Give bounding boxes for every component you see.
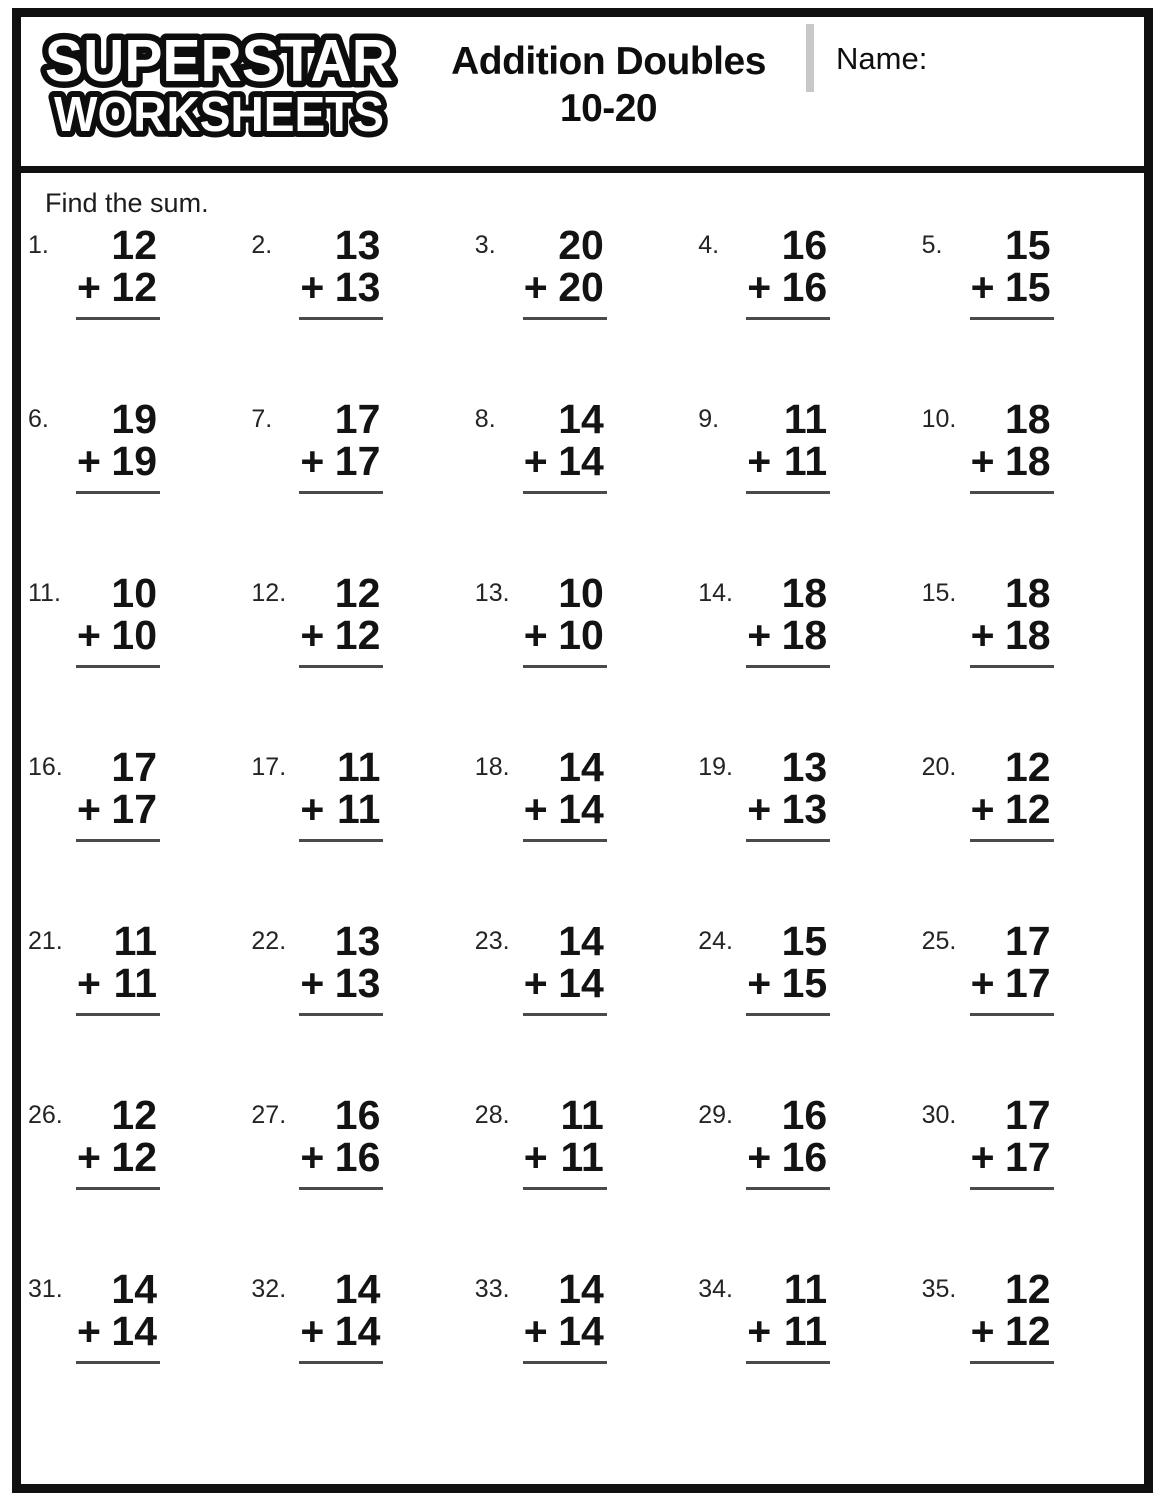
answer-line [523, 1013, 607, 1016]
plus-sign: + [77, 437, 101, 484]
plus-sign: + [300, 611, 325, 658]
problem-number: 24. [698, 926, 733, 955]
answer-line [970, 1361, 1054, 1364]
problem-number: 1. [28, 230, 49, 259]
answer-line [746, 491, 830, 494]
addend-top: 16 [781, 221, 828, 268]
logo-line2-text: WORKSHEETS [54, 88, 384, 142]
addend-top: 12 [111, 1091, 157, 1138]
addend-top: 17 [111, 743, 157, 790]
problem-work [299, 221, 383, 321]
addend-top: 17 [1004, 1091, 1051, 1138]
answer-line [299, 1361, 383, 1364]
answer-line [299, 491, 383, 494]
plus-sign: + [747, 611, 772, 658]
problem-number: 6. [28, 404, 49, 433]
answer-line [299, 665, 383, 668]
addend-top: 10 [111, 569, 157, 616]
worksheet-title [411, 17, 806, 166]
problem [21, 1265, 244, 1443]
problem-number: 35. [921, 1274, 957, 1303]
problem-number: 27. [251, 1100, 287, 1129]
plus-sign: + [970, 1133, 995, 1180]
problem-work [523, 917, 607, 1017]
problem-work [523, 743, 607, 843]
addend-bottom: 16 [781, 263, 828, 310]
plus-sign: + [747, 437, 772, 484]
problem-number: 25. [921, 926, 957, 955]
addend-bottom: 15 [781, 959, 828, 1006]
plus-sign: + [523, 1133, 548, 1180]
addend-top: 13 [334, 221, 381, 268]
addend-top: 14 [558, 395, 604, 442]
answer-line [970, 665, 1054, 668]
addend-bottom: 16 [781, 1133, 828, 1180]
plus-sign: + [77, 1133, 101, 1180]
answer-line [523, 665, 607, 668]
answer-line [523, 839, 607, 842]
problem [468, 221, 691, 399]
problem [21, 743, 244, 921]
problem-work [523, 395, 607, 495]
problem-number: 7. [251, 404, 273, 433]
problem-work [76, 395, 160, 495]
answer-line [76, 839, 160, 842]
addend-bottom: 13 [334, 263, 381, 310]
problem-number: 28. [474, 1100, 510, 1129]
answer-line [746, 1361, 830, 1364]
answer-line [299, 317, 383, 320]
plus-sign: + [300, 785, 325, 832]
addend-top: 15 [781, 917, 828, 964]
answer-line [523, 1187, 607, 1190]
plus-sign: + [523, 437, 548, 484]
addend-bottom: 13 [334, 959, 381, 1006]
name-divider-bar [806, 24, 814, 92]
problem-number: 18. [474, 752, 510, 781]
addend-top: 13 [334, 917, 381, 964]
plus-sign: + [77, 1307, 101, 1354]
plus-sign: + [523, 959, 548, 1006]
addend-bottom: 17 [1004, 1133, 1051, 1180]
answer-line [76, 1187, 160, 1190]
problem [21, 917, 244, 1095]
problem-number: 5. [921, 230, 943, 259]
plus-sign: + [747, 263, 772, 310]
problem-work [76, 917, 160, 1017]
addend-bottom: 18 [1004, 437, 1051, 484]
problem-number: 32. [251, 1274, 287, 1303]
plus-sign: + [523, 785, 548, 832]
addend-bottom: 12 [334, 611, 381, 658]
addend-top: 13 [781, 743, 828, 790]
problem-number: 34. [698, 1274, 733, 1303]
addend-top: 16 [781, 1091, 828, 1138]
problem-work [970, 569, 1054, 669]
plus-sign: + [300, 437, 325, 484]
addend-bottom: 12 [1004, 1307, 1051, 1354]
problem-number: 33. [474, 1274, 510, 1303]
problem [244, 1091, 467, 1269]
answer-line [970, 839, 1054, 842]
addend-bottom: 14 [111, 1307, 157, 1354]
plus-sign: + [300, 1133, 325, 1180]
addend-bottom: 12 [111, 263, 157, 310]
problem-work [746, 221, 830, 321]
answer-line [523, 1361, 607, 1364]
problem-number: 10. [921, 404, 957, 433]
plus-sign: + [523, 1307, 548, 1354]
problem-work [76, 1091, 160, 1191]
addend-top: 12 [1004, 743, 1051, 790]
addend-bottom: 11 [113, 959, 157, 1006]
problem-number: 19. [698, 752, 733, 781]
problem-work [299, 1265, 383, 1365]
problem-work [970, 1265, 1054, 1365]
problems-grid [21, 221, 1138, 1443]
problem-number: 15. [921, 578, 957, 607]
title-line1: Addition Doubles [451, 40, 766, 83]
problem [915, 743, 1138, 921]
addend-top: 11 [337, 743, 381, 790]
addend-bottom: 19 [111, 437, 157, 484]
problem [691, 395, 914, 573]
problem [915, 221, 1138, 399]
problem [915, 395, 1138, 573]
plus-sign: + [300, 1307, 325, 1354]
answer-line [970, 1187, 1054, 1190]
answer-line [746, 665, 830, 668]
addend-top: 14 [558, 1265, 604, 1312]
addend-top: 11 [783, 1265, 828, 1312]
addend-top: 14 [334, 1265, 381, 1312]
addend-top: 12 [1004, 1265, 1051, 1312]
plus-sign: + [970, 437, 995, 484]
problem-number: 4. [698, 230, 720, 259]
problem [468, 1091, 691, 1269]
problem [21, 569, 244, 747]
problem [21, 1091, 244, 1269]
addend-top: 19 [111, 395, 157, 442]
plus-sign: + [970, 1307, 995, 1354]
answer-line [746, 1013, 830, 1016]
answer-line [76, 317, 160, 320]
plus-sign: + [970, 959, 995, 1006]
name-field-area [806, 17, 1144, 166]
addend-bottom: 20 [558, 263, 604, 310]
addend-bottom: 11 [783, 1307, 828, 1354]
plus-sign: + [523, 263, 548, 310]
addend-top: 20 [558, 221, 604, 268]
problem [915, 569, 1138, 747]
problem-number: 11. [28, 578, 61, 607]
addend-bottom: 14 [558, 1307, 604, 1354]
addend-top: 16 [334, 1091, 381, 1138]
worksheet-header [21, 17, 1144, 173]
addend-top: 12 [111, 221, 157, 268]
addend-bottom: 18 [781, 611, 828, 658]
answer-line [76, 1361, 160, 1364]
problem-number: 13. [474, 578, 510, 607]
problem-work [76, 221, 160, 321]
answer-line [970, 1013, 1054, 1016]
problem-work [746, 1265, 830, 1365]
problem-work [299, 395, 383, 495]
plus-sign: + [970, 611, 995, 658]
problem-work [970, 395, 1054, 495]
problem-work [299, 1091, 383, 1191]
addend-bottom: 17 [334, 437, 381, 484]
problem-number: 21. [28, 926, 63, 955]
addend-top: 11 [783, 395, 828, 442]
problem-number: 31. [28, 1274, 63, 1303]
problem-number: 20. [921, 752, 957, 781]
logo-graphic [35, 31, 403, 153]
problem-number: 30. [921, 1100, 957, 1129]
problem [21, 395, 244, 573]
problem-work [746, 569, 830, 669]
problem [468, 743, 691, 921]
addend-bottom: 17 [1004, 959, 1051, 1006]
addend-bottom: 14 [558, 785, 604, 832]
problem [244, 221, 467, 399]
problem-number: 17. [251, 752, 287, 781]
problem [691, 743, 914, 921]
problem-work [970, 221, 1054, 321]
addend-top: 17 [1004, 917, 1051, 964]
addend-bottom: 11 [783, 437, 828, 484]
problem-number: 26. [28, 1100, 63, 1129]
problem-work [299, 743, 383, 843]
worksheet-page [12, 8, 1153, 1493]
answer-line [970, 491, 1054, 494]
plus-sign: + [970, 263, 995, 310]
problem-work [76, 1265, 160, 1365]
addend-bottom: 11 [560, 1133, 604, 1180]
problem-work [523, 1265, 607, 1365]
problem-work [523, 1091, 607, 1191]
superstar-worksheets-logo [21, 17, 411, 166]
plus-sign: + [747, 1133, 772, 1180]
problem [468, 917, 691, 1095]
addend-bottom: 12 [1004, 785, 1051, 832]
plus-sign: + [77, 611, 101, 658]
addend-top: 11 [113, 917, 157, 964]
plus-sign: + [300, 959, 325, 1006]
name-label: Name: [836, 41, 928, 76]
problem-number: 22. [251, 926, 287, 955]
addend-top: 14 [111, 1265, 157, 1312]
problem [244, 1265, 467, 1443]
addend-top: 14 [558, 743, 604, 790]
problem [244, 395, 467, 573]
addend-bottom: 14 [558, 437, 604, 484]
answer-line [299, 839, 383, 842]
answer-line [523, 491, 607, 494]
problem [691, 569, 914, 747]
addend-top: 10 [558, 569, 604, 616]
problem-work [746, 917, 830, 1017]
addend-bottom: 16 [334, 1133, 381, 1180]
problem-work [746, 395, 830, 495]
addend-bottom: 12 [111, 1133, 157, 1180]
answer-line [76, 665, 160, 668]
answer-line [746, 1187, 830, 1190]
addend-bottom: 10 [558, 611, 604, 658]
problem-work [299, 569, 383, 669]
plus-sign: + [77, 785, 101, 832]
answer-line [76, 1013, 160, 1016]
problem-work [299, 917, 383, 1017]
addend-bottom: 17 [111, 785, 157, 832]
addend-bottom: 15 [1004, 263, 1051, 310]
problem [468, 569, 691, 747]
problem-number: 16. [28, 752, 63, 781]
plus-sign: + [747, 1307, 772, 1354]
problem-number: 2. [251, 230, 273, 259]
addend-top: 18 [1004, 569, 1051, 616]
plus-sign: + [970, 785, 995, 832]
problem-work [523, 569, 607, 669]
answer-line [746, 839, 830, 842]
plus-sign: + [300, 263, 325, 310]
addend-bottom: 10 [111, 611, 157, 658]
addend-bottom: 18 [1004, 611, 1051, 658]
answer-line [970, 317, 1054, 320]
addend-bottom: 11 [337, 785, 381, 832]
addend-top: 17 [334, 395, 381, 442]
problem-number: 23. [474, 926, 510, 955]
problem [691, 221, 914, 399]
worksheet-body [21, 173, 1144, 1484]
problem-number: 14. [698, 578, 733, 607]
addend-bottom: 14 [334, 1307, 381, 1354]
problem-number: 3. [474, 230, 496, 259]
addend-top: 14 [558, 917, 604, 964]
addend-top: 18 [781, 569, 828, 616]
plus-sign: + [747, 785, 772, 832]
addend-top: 15 [1004, 221, 1051, 268]
problem-work [970, 743, 1054, 843]
problem-work [746, 1091, 830, 1191]
problem-number: 8. [474, 404, 496, 433]
addend-bottom: 13 [781, 785, 828, 832]
problem [691, 1265, 914, 1443]
problem [691, 917, 914, 1095]
problem [915, 917, 1138, 1095]
logo-line1-text: SUPERSTAR [45, 31, 393, 94]
problem-work [523, 221, 607, 321]
answer-line [299, 1013, 383, 1016]
problem-number: 29. [698, 1100, 733, 1129]
answer-line [76, 491, 160, 494]
problem-work [970, 917, 1054, 1017]
problem [915, 1265, 1138, 1443]
plus-sign: + [747, 959, 772, 1006]
problem [691, 1091, 914, 1269]
problem [21, 221, 244, 399]
problem-work [76, 569, 160, 669]
problem-work [76, 743, 160, 843]
plus-sign: + [77, 959, 101, 1006]
answer-line [299, 1187, 383, 1190]
plus-sign: + [77, 263, 101, 310]
problem-work [746, 743, 830, 843]
plus-sign: + [523, 611, 548, 658]
answer-line [746, 317, 830, 320]
answer-line [523, 317, 607, 320]
addend-top: 12 [334, 569, 381, 616]
addend-top: 18 [1004, 395, 1051, 442]
instruction-text: Find the sum. [45, 188, 209, 218]
problem-number: 9. [698, 404, 720, 433]
title-line2: 10-20 [559, 86, 658, 130]
problem-work [970, 1091, 1054, 1191]
problem [244, 743, 467, 921]
problem [915, 1091, 1138, 1269]
addend-top: 11 [560, 1091, 604, 1138]
problem [468, 395, 691, 573]
problem-number: 12. [251, 578, 287, 607]
problem [244, 569, 467, 747]
problem [244, 917, 467, 1095]
problem [468, 1265, 691, 1443]
addend-bottom: 14 [558, 959, 604, 1006]
